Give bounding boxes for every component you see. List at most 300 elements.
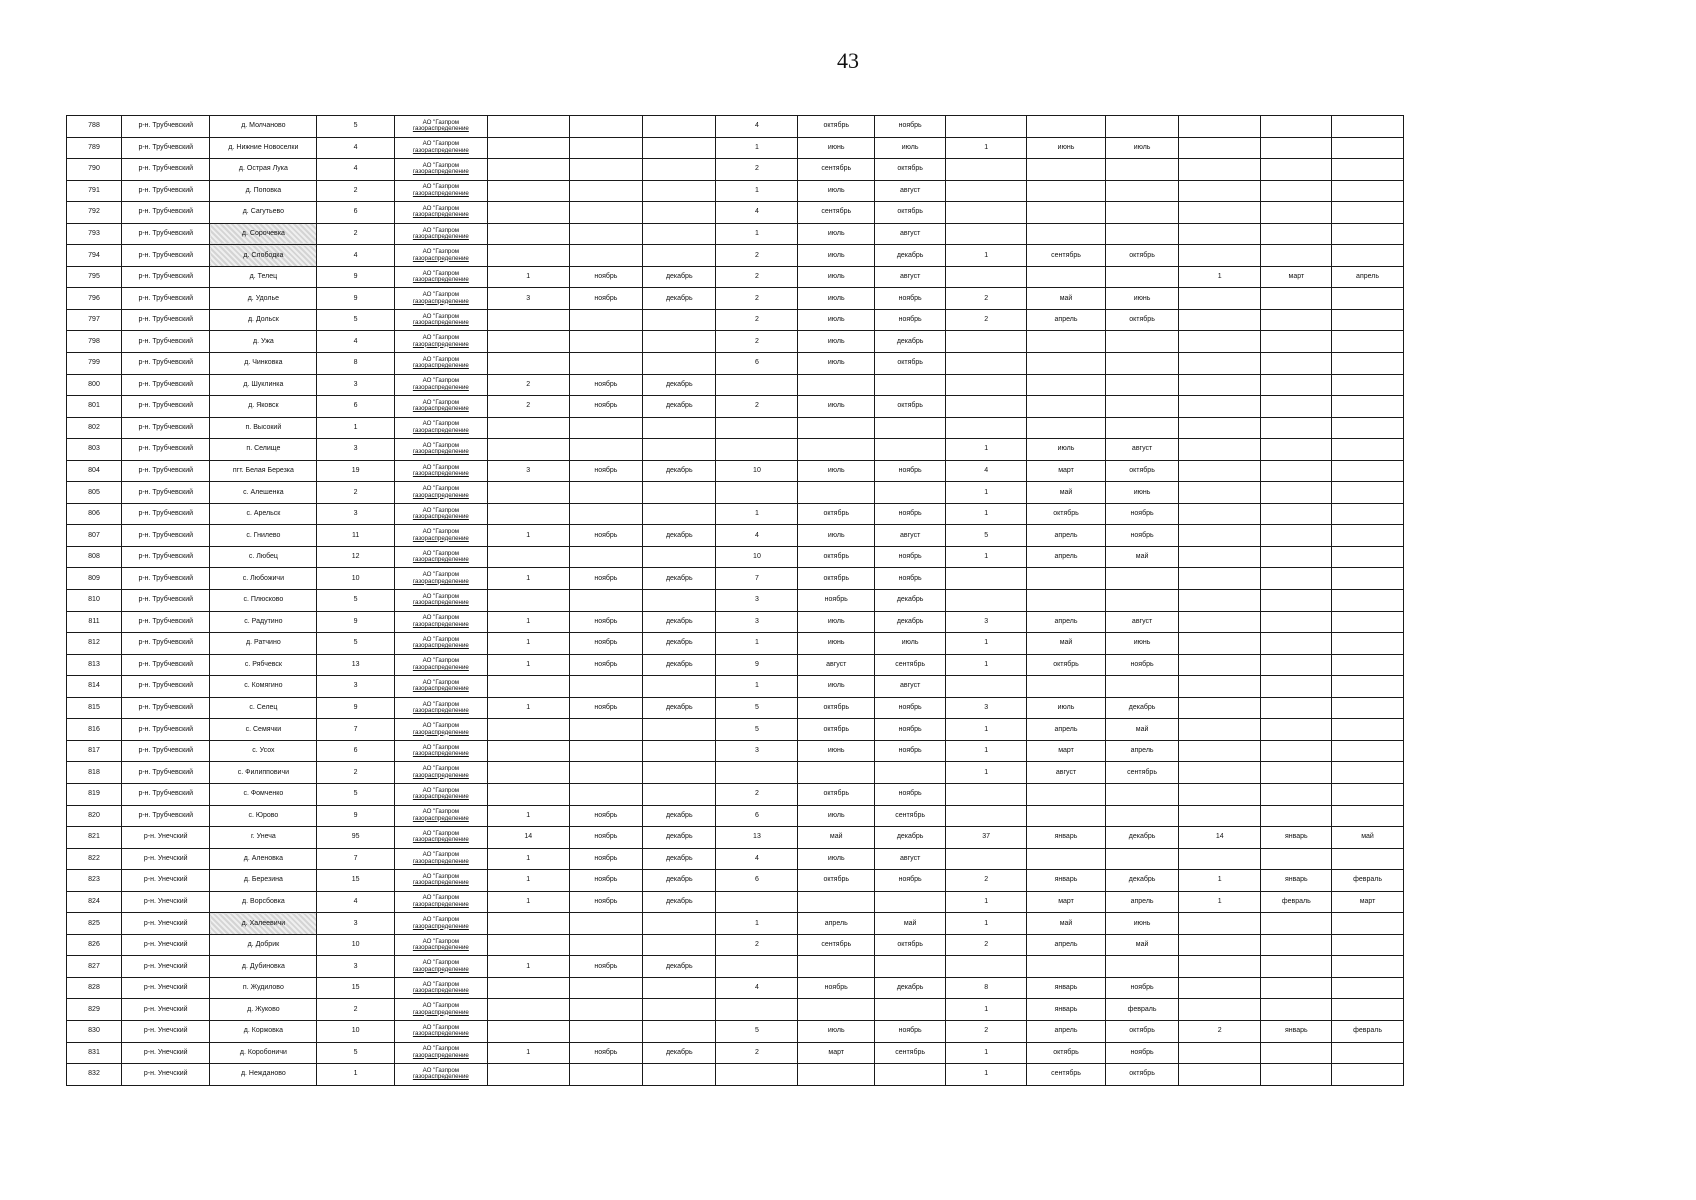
group2-start-month-cell: август [798,654,875,676]
organization-cell [394,697,487,719]
group4-start-month-cell [1261,223,1332,245]
group1-start-month-cell [569,762,642,784]
group2-end-month-cell: август [875,266,946,288]
group4-quantity-cell [1179,288,1261,310]
group4-end-month-cell [1332,396,1403,418]
group4-start-month-cell [1261,353,1332,375]
group2-quantity-cell: 1 [716,913,798,935]
group2-end-month-cell [875,762,946,784]
organization-name-line2: газораспределение [412,405,469,413]
district-cell: р-н. Трубчевский [122,223,210,245]
row-number-cell: 789 [67,137,122,159]
count-cell: 13 [317,654,395,676]
group2-end-month-cell [875,417,946,439]
group2-end-month-cell: июль [875,633,946,655]
group3-end-month-cell: август [1105,439,1178,461]
group4-end-month-cell [1332,482,1403,504]
organization-name-line2: газораспределение [412,470,469,478]
group1-start-month-cell: ноябрь [569,956,642,978]
count-cell: 9 [317,611,395,633]
table-row [67,913,1639,935]
group4-end-month-cell [1332,590,1403,612]
table-row [67,116,1639,138]
group1-start-month-cell [569,1064,642,1086]
count-cell: 9 [317,697,395,719]
row-number-cell: 831 [67,1042,122,1064]
locality-cell: д. Ворсбовка [210,891,317,913]
group3-start-month-cell: сентябрь [1027,1064,1106,1086]
group2-end-month-cell: сентябрь [875,805,946,827]
group3-quantity-cell [946,353,1027,375]
count-cell: 4 [317,245,395,267]
group1-end-month-cell [643,676,716,698]
group3-end-month-cell: декабрь [1105,697,1178,719]
group3-start-month-cell [1027,159,1106,181]
organization-name-line2: газораспределение [412,362,469,370]
locality-cell: с. Любожичи [210,568,317,590]
group4-start-month-cell [1261,159,1332,181]
group4-start-month-cell [1261,719,1332,741]
group3-start-month-cell: апрель [1027,934,1106,956]
data-table [66,115,1639,1086]
group2-end-month-cell: август [875,525,946,547]
organization-cell [394,525,487,547]
locality-cell: д. Халеевичи [210,913,317,935]
locality-cell: д. Жуково [210,999,317,1021]
group1-end-month-cell [643,934,716,956]
group4-end-month-cell [1332,676,1403,698]
group1-start-month-cell: ноябрь [569,396,642,418]
group3-quantity-cell: 1 [946,1042,1027,1064]
district-cell: р-н. Унечский [122,891,210,913]
group1-quantity-cell [487,417,569,439]
organization-name-line1: АО "Газпром [422,1023,460,1031]
group1-quantity-cell: 3 [487,288,569,310]
group4-start-month-cell [1261,977,1332,999]
group2-end-month-cell: сентябрь [875,654,946,676]
group3-start-month-cell: июль [1027,697,1106,719]
group2-start-month-cell: июль [798,611,875,633]
row-number-cell: 827 [67,956,122,978]
group1-end-month-cell [643,245,716,267]
locality-cell: д. Коробоничи [210,1042,317,1064]
organization-cell [394,1042,487,1064]
group2-start-month-cell: октябрь [798,719,875,741]
group2-end-month-cell: октябрь [875,159,946,181]
group4-end-month-cell [1332,848,1403,870]
group1-end-month-cell: декабрь [643,633,716,655]
group2-end-month-cell: декабрь [875,245,946,267]
group1-quantity-cell: 1 [487,568,569,590]
district-cell: р-н. Трубчевский [122,159,210,181]
group1-start-month-cell [569,482,642,504]
group2-start-month-cell: июль [798,460,875,482]
count-cell: 9 [317,288,395,310]
group3-end-month-cell [1105,676,1178,698]
group1-end-month-cell: декабрь [643,654,716,676]
group2-end-month-cell: ноябрь [875,697,946,719]
group4-quantity-cell [1179,783,1261,805]
group3-quantity-cell: 1 [946,482,1027,504]
district-cell: р-н. Трубчевский [122,396,210,418]
group3-end-month-cell: ноябрь [1105,503,1178,525]
group2-quantity-cell: 4 [716,525,798,547]
group3-end-month-cell: сентябрь [1105,762,1178,784]
group4-start-month-cell [1261,482,1332,504]
group1-start-month-cell [569,503,642,525]
organization-name-line1: АО "Газпром [422,183,460,191]
group2-start-month-cell: июль [798,353,875,375]
group3-start-month-cell: сентябрь [1027,245,1106,267]
district-cell: р-н. Унечский [122,1064,210,1086]
organization-cell [394,762,487,784]
group3-end-month-cell: август [1105,611,1178,633]
row-number-cell: 794 [67,245,122,267]
group2-start-month-cell: ноябрь [798,977,875,999]
count-cell: 3 [317,374,395,396]
count-cell: 11 [317,525,395,547]
group4-end-month-cell [1332,223,1403,245]
group4-quantity-cell [1179,762,1261,784]
group1-end-month-cell [643,116,716,138]
group2-quantity-cell [716,1064,798,1086]
locality-cell: д. Сагутьево [210,202,317,224]
organization-name-line2: газораспределение [412,987,469,995]
row-number-cell: 814 [67,676,122,698]
table-row [67,1064,1639,1086]
group4-end-month-cell: март [1332,891,1403,913]
district-cell: р-н. Трубчевский [122,460,210,482]
row-number-cell: 801 [67,396,122,418]
row-number-cell: 808 [67,546,122,568]
organization-name-line1: АО "Газпром [422,161,460,169]
group1-quantity-cell: 2 [487,374,569,396]
group1-start-month-cell: ноябрь [569,633,642,655]
row-number-cell: 832 [67,1064,122,1086]
group2-quantity-cell: 1 [716,223,798,245]
count-cell: 6 [317,740,395,762]
district-cell: р-н. Трубчевский [122,374,210,396]
district-cell: р-н. Унечский [122,956,210,978]
row-number-cell: 804 [67,460,122,482]
group2-start-month-cell: июль [798,288,875,310]
table-row [67,223,1639,245]
group4-quantity-cell [1179,1064,1261,1086]
group2-quantity-cell: 6 [716,870,798,892]
group2-start-month-cell: июль [798,396,875,418]
group3-end-month-cell [1105,783,1178,805]
organization-name-line2: газораспределение [412,944,469,952]
group1-start-month-cell [569,417,642,439]
locality-cell: с. Алешенка [210,482,317,504]
group3-start-month-cell [1027,783,1106,805]
group4-start-month-cell [1261,848,1332,870]
group4-end-month-cell [1332,503,1403,525]
group4-start-month-cell [1261,137,1332,159]
group2-end-month-cell: декабрь [875,827,946,849]
group2-end-month-cell [875,999,946,1021]
group3-start-month-cell [1027,568,1106,590]
group2-start-month-cell: июнь [798,137,875,159]
group3-end-month-cell: июнь [1105,482,1178,504]
group4-end-month-cell: февраль [1332,870,1403,892]
group1-quantity-cell [487,202,569,224]
group3-start-month-cell [1027,396,1106,418]
group1-end-month-cell: декабрь [643,525,716,547]
group1-start-month-cell [569,676,642,698]
group1-start-month-cell: ноябрь [569,1042,642,1064]
table-row [67,870,1639,892]
count-cell: 7 [317,848,395,870]
group1-start-month-cell [569,913,642,935]
organization-name-line2: газораспределение [412,254,469,262]
group2-quantity-cell: 5 [716,697,798,719]
district-cell: р-н. Трубчевский [122,590,210,612]
group1-start-month-cell: ноябрь [569,827,642,849]
group4-quantity-cell [1179,999,1261,1021]
group3-quantity-cell [946,783,1027,805]
group3-start-month-cell: январь [1027,999,1106,1021]
group4-start-month-cell [1261,654,1332,676]
group2-quantity-cell: 2 [716,159,798,181]
organization-name-line1: АО "Газпром [422,291,460,299]
group4-start-month-cell [1261,999,1332,1021]
organization-cell [394,805,487,827]
group1-quantity-cell [487,590,569,612]
count-cell: 2 [317,482,395,504]
group3-start-month-cell: январь [1027,827,1106,849]
group2-quantity-cell: 7 [716,568,798,590]
count-cell: 10 [317,568,395,590]
organization-cell [394,913,487,935]
organization-name-line2: газораспределение [412,168,469,176]
organization-name-line1: АО "Газпром [422,312,460,320]
group3-start-month-cell [1027,374,1106,396]
count-cell: 7 [317,719,395,741]
group2-quantity-cell: 2 [716,288,798,310]
row-number-cell: 806 [67,503,122,525]
group4-quantity-cell [1179,697,1261,719]
group4-end-month-cell [1332,633,1403,655]
group3-start-month-cell: октябрь [1027,1042,1106,1064]
district-cell: р-н. Трубчевский [122,805,210,827]
group2-quantity-cell: 3 [716,590,798,612]
group2-start-month-cell: сентябрь [798,934,875,956]
group2-quantity-cell [716,762,798,784]
group4-quantity-cell [1179,913,1261,935]
organization-name-line1: АО "Газпром [422,334,460,342]
group2-quantity-cell: 13 [716,827,798,849]
group4-quantity-cell [1179,546,1261,568]
group2-end-month-cell: ноябрь [875,503,946,525]
group3-end-month-cell: май [1105,934,1178,956]
group3-end-month-cell: май [1105,546,1178,568]
organization-name-line2: газораспределение [412,728,469,736]
group1-start-month-cell: ноябрь [569,288,642,310]
group3-start-month-cell: июнь [1027,137,1106,159]
organization-cell [394,999,487,1021]
group4-start-month-cell [1261,180,1332,202]
group1-quantity-cell [487,999,569,1021]
group3-quantity-cell: 1 [946,719,1027,741]
group2-quantity-cell: 4 [716,977,798,999]
group3-quantity-cell: 1 [946,633,1027,655]
count-cell: 2 [317,762,395,784]
group2-start-month-cell: апрель [798,913,875,935]
organization-cell [394,740,487,762]
group3-end-month-cell: ноябрь [1105,977,1178,999]
organization-cell [394,956,487,978]
group2-start-month-cell: июль [798,525,875,547]
group2-start-month-cell: сентябрь [798,202,875,224]
district-cell: р-н. Трубчевский [122,740,210,762]
organization-cell [394,676,487,698]
group3-start-month-cell: апрель [1027,525,1106,547]
table-row [67,439,1639,461]
group4-quantity-cell [1179,956,1261,978]
group4-start-month-cell [1261,374,1332,396]
row-number-cell: 790 [67,159,122,181]
group1-quantity-cell [487,934,569,956]
locality-cell: г. Унеча [210,827,317,849]
district-cell: р-н. Трубчевский [122,546,210,568]
locality-cell: п. Высокий [210,417,317,439]
group2-start-month-cell [798,417,875,439]
organization-name-line1: АО "Газпром [422,765,460,773]
row-number-cell: 805 [67,482,122,504]
district-cell: р-н. Трубчевский [122,288,210,310]
group4-quantity-cell: 1 [1179,891,1261,913]
group1-start-month-cell [569,977,642,999]
organization-cell [394,396,487,418]
group4-start-month-cell [1261,697,1332,719]
group1-quantity-cell [487,1064,569,1086]
organization-cell [394,245,487,267]
group4-quantity-cell: 2 [1179,1020,1261,1042]
group1-end-month-cell: декабрь [643,870,716,892]
group1-end-month-cell: декабрь [643,396,716,418]
group3-quantity-cell [946,590,1027,612]
group1-start-month-cell [569,783,642,805]
group1-end-month-cell: декабрь [643,266,716,288]
group1-end-month-cell: декабрь [643,568,716,590]
group2-end-month-cell: август [875,180,946,202]
group1-end-month-cell: декабрь [643,1042,716,1064]
group1-quantity-cell [487,762,569,784]
group4-start-month-cell [1261,676,1332,698]
count-cell: 10 [317,1020,395,1042]
organization-cell [394,934,487,956]
group3-quantity-cell [946,676,1027,698]
group4-start-month-cell [1261,439,1332,461]
group3-start-month-cell: август [1027,762,1106,784]
group4-start-month-cell [1261,331,1332,353]
organization-cell [394,374,487,396]
table-body [67,116,1639,1086]
group1-end-month-cell [643,590,716,612]
group1-end-month-cell [643,331,716,353]
district-cell: р-н. Трубчевский [122,180,210,202]
organization-name-line1: АО "Газпром [422,614,460,622]
group3-start-month-cell: март [1027,460,1106,482]
group1-start-month-cell [569,1020,642,1042]
organization-name-line1: АО "Газпром [422,140,460,148]
organization-name-line2: газораспределение [412,146,469,154]
row-number-cell: 830 [67,1020,122,1042]
locality-cell: д. Дольск [210,309,317,331]
row-number-cell: 812 [67,633,122,655]
organization-name-line2: газораспределение [412,1030,469,1038]
table-row [67,848,1639,870]
group4-quantity-cell [1179,805,1261,827]
organization-name-line1: АО "Газпром [422,635,460,643]
group3-end-month-cell: май [1105,719,1178,741]
table-row [67,805,1639,827]
group4-start-month-cell [1261,116,1332,138]
organization-cell [394,460,487,482]
group1-end-month-cell [643,503,716,525]
group3-quantity-cell: 5 [946,525,1027,547]
table-row [67,288,1639,310]
organization-name-line1: АО "Газпром [422,743,460,751]
group1-quantity-cell [487,159,569,181]
row-number-cell: 822 [67,848,122,870]
group3-end-month-cell: ноябрь [1105,654,1178,676]
group1-quantity-cell [487,719,569,741]
district-cell: р-н. Трубчевский [122,353,210,375]
group4-quantity-cell [1179,309,1261,331]
locality-cell: д. Телец [210,266,317,288]
group2-quantity-cell [716,417,798,439]
group2-end-month-cell: октябрь [875,934,946,956]
group4-start-month-cell [1261,783,1332,805]
group3-start-month-cell [1027,116,1106,138]
organization-cell [394,266,487,288]
group1-start-month-cell [569,590,642,612]
group3-quantity-cell [946,417,1027,439]
count-cell: 3 [317,439,395,461]
group2-start-month-cell: ноябрь [798,590,875,612]
group1-start-month-cell [569,439,642,461]
group4-end-month-cell [1332,309,1403,331]
organization-name-line2: газораспределение [412,534,469,542]
group3-end-month-cell: апрель [1105,891,1178,913]
group1-quantity-cell: 1 [487,697,569,719]
group3-quantity-cell: 2 [946,870,1027,892]
locality-cell: п. Селище [210,439,317,461]
group4-quantity-cell [1179,417,1261,439]
group2-quantity-cell [716,374,798,396]
group2-end-month-cell: октябрь [875,202,946,224]
table-row [67,999,1639,1021]
organization-name-line1: АО "Газпром [422,722,460,730]
row-number-cell: 826 [67,934,122,956]
group3-end-month-cell: октябрь [1105,1020,1178,1042]
group3-quantity-cell: 3 [946,697,1027,719]
group1-end-month-cell [643,137,716,159]
group2-start-month-cell: май [798,827,875,849]
group2-start-month-cell: июль [798,676,875,698]
organization-cell [394,202,487,224]
table-row [67,137,1639,159]
organization-name-line2: газораспределение [412,642,469,650]
district-cell: р-н. Трубчевский [122,633,210,655]
group1-start-month-cell [569,159,642,181]
group4-start-month-cell [1261,460,1332,482]
group4-end-month-cell [1332,999,1403,1021]
group2-end-month-cell: ноябрь [875,288,946,310]
count-cell: 5 [317,1042,395,1064]
